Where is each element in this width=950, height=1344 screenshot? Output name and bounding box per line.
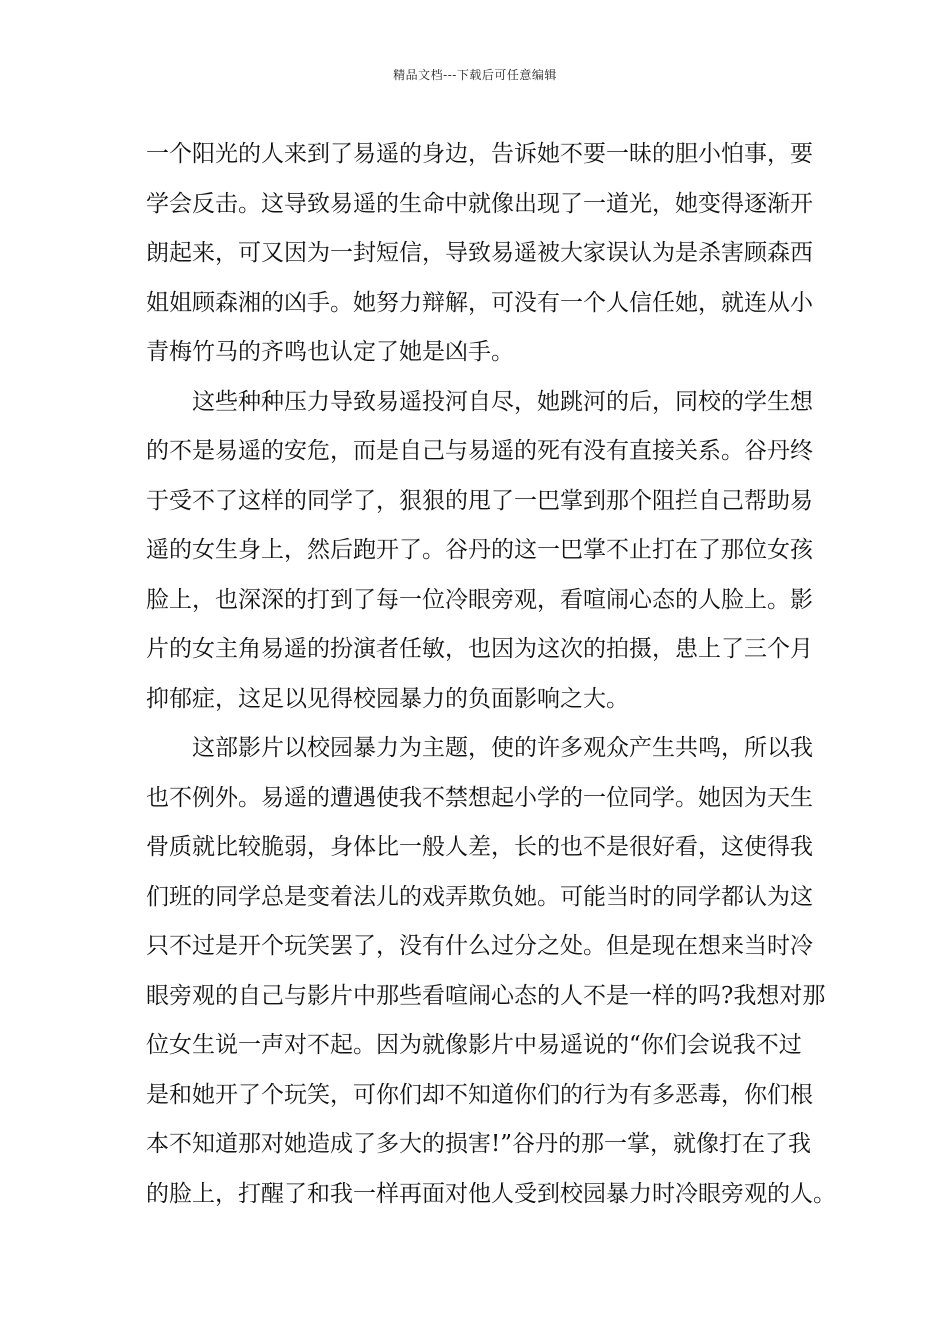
- text-line: 眼旁观的自己与影片中那些看喧闹心态的人不是一样的吗?我想对那: [146, 982, 826, 1009]
- text-line: 的不是易遥的安危，而是自己与易遥的死有没有直接关系。谷丹终: [146, 438, 813, 464]
- text-line: 一个阳光的人来到了易遥的身边，告诉她不要一昧的胆小怕事，要: [146, 141, 813, 167]
- text-line: 片的女主角易遥的扮演者任敏，也因为这次的拍摄，患上了三个月: [146, 636, 813, 662]
- page-header: 精品文档---下载后可任意编辑: [393, 68, 557, 82]
- text-line: 姐姐顾森湘的凶手。她努力辩解，可没有一个人信任她，就连从小: [146, 289, 813, 316]
- text-line: 位女生说一声对不起。因为就像影片中易遥说的“你们会说我不过: [146, 1032, 802, 1058]
- text-line: 们班的同学总是变着法儿的戏弄欺负她。可能当时的同学都认为这: [146, 883, 813, 910]
- text-line: 脸上，也深深的打到了每一位冷眼旁观，看喧闹心态的人脸上。影: [146, 586, 813, 613]
- text-line: 骨质就比较脆弱，身体比一般人差，长的也不是很好看，这使得我: [146, 834, 813, 860]
- text-line: 学会反击。这导致易遥的生命中就像出现了一道光，她变得逐渐开: [146, 190, 813, 217]
- text-line: 于受不了这样的同学了，狠狠的甩了一巴掌到那个阻拦自己帮助易: [146, 487, 813, 514]
- text-line: 抑郁症，这足以见得校园暴力的负面影响之大。: [146, 685, 629, 712]
- text-line: 朗起来，可又因为一封短信，导致易遥被大家误认为是杀害顾森西: [146, 240, 813, 266]
- text-line: 也不例外。易遥的遭遇使我不禁想起小学的一位同学。她因为天生: [146, 784, 813, 811]
- text-line: 的脸上，打醒了和我一样再面对他人受到校园暴力时冷眼旁观的人。: [146, 1180, 836, 1207]
- text-line: 只不过是开个玩笑罢了，没有什么过分之处。但是现在想来当时冷: [146, 933, 813, 959]
- text-line: 本不知道那对她造成了多大的损害!”谷丹的那一掌，就像打在了我: [146, 1131, 812, 1157]
- document-body: [146, 130, 836, 1219]
- text-line: 是和她开了个玩笑，可你们却不知道你们的行为有多恶毒，你们根: [146, 1081, 813, 1108]
- paragraph-first-line: 这些种种压力导致易遥投河自尽，她跳河的后，同校的学生想: [192, 388, 813, 415]
- text-line: 遥的女生身上，然后跑开了。谷丹的这一巴掌不止打在了那位女孩: [146, 537, 813, 563]
- text-line: 青梅竹马的齐鸣也认定了她是凶手。: [146, 339, 514, 365]
- paragraph-first-line: 这部影片以校园暴力为主题，使的许多观众产生共鸣，所以我: [192, 735, 813, 761]
